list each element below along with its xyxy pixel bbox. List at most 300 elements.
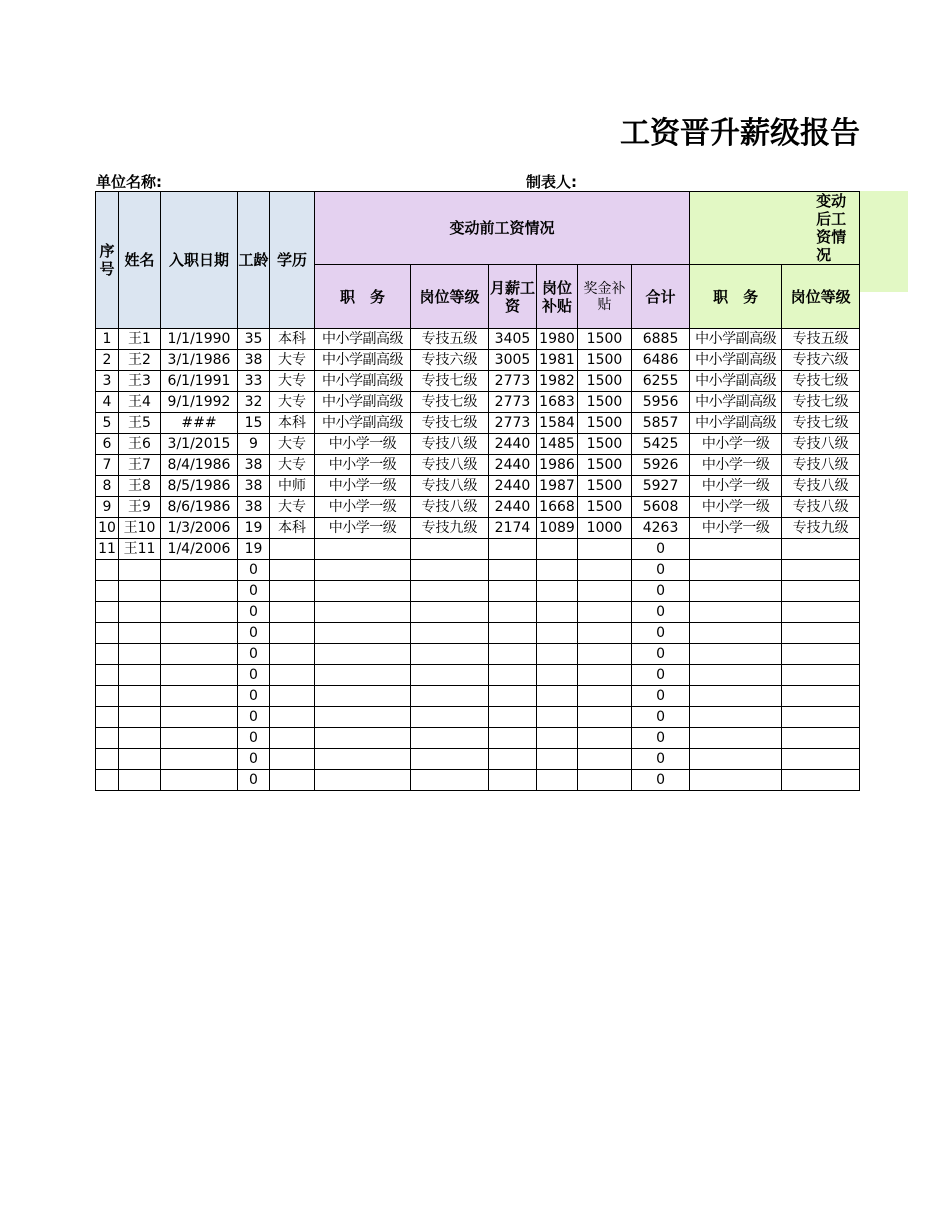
cell-education <box>270 686 315 707</box>
cell-seniority: 0 <box>238 644 270 665</box>
salary-table <box>95 191 859 788</box>
cell-after-position <box>690 539 782 560</box>
cell-seq: 10 <box>96 518 119 539</box>
table-row <box>96 623 860 644</box>
cell-education: 本科 <box>270 413 315 434</box>
cell-monthly-salary: 2440 <box>489 434 537 455</box>
cell-hire-date: 3/1/2015 <box>161 434 238 455</box>
cell-hire-date: 8/4/1986 <box>161 455 238 476</box>
cell-seq: 1 <box>96 329 119 350</box>
cell-hire-date <box>161 665 238 686</box>
table-row <box>96 476 860 497</box>
cell-bonus: 1500 <box>578 497 632 518</box>
cell-after-grade <box>782 539 860 560</box>
cell-grade <box>411 728 489 749</box>
cell-name: 王11 <box>119 539 161 560</box>
cell-seq <box>96 770 119 791</box>
cell-bonus <box>578 707 632 728</box>
cell-grade: 专技八级 <box>411 497 489 518</box>
cell-seniority: 0 <box>238 707 270 728</box>
cell-allowance: 1987 <box>537 476 578 497</box>
cell-after-grade <box>782 602 860 623</box>
cell-monthly-salary: 2440 <box>489 497 537 518</box>
cell-hire-date <box>161 770 238 791</box>
cell-education: 本科 <box>270 518 315 539</box>
cell-hire-date <box>161 749 238 770</box>
cell-after-position <box>690 623 782 644</box>
cell-name <box>119 770 161 791</box>
cell-seniority: 35 <box>238 329 270 350</box>
cell-seniority: 33 <box>238 371 270 392</box>
cell-seniority: 0 <box>238 623 270 644</box>
cell-grade: 专技九级 <box>411 518 489 539</box>
header-name: 姓名 <box>119 192 161 329</box>
cell-after-position: 中小学一级 <box>690 434 782 455</box>
cell-grade: 专技六级 <box>411 350 489 371</box>
cell-after-position: 中小学副高级 <box>690 350 782 371</box>
cell-grade: 专技七级 <box>411 371 489 392</box>
cell-after-grade: 专技七级 <box>782 371 860 392</box>
cell-seq: 9 <box>96 497 119 518</box>
cell-name <box>119 623 161 644</box>
cell-monthly-salary <box>489 707 537 728</box>
cell-position: 中小学一级 <box>315 434 411 455</box>
cell-after-grade <box>782 623 860 644</box>
cell-allowance: 1584 <box>537 413 578 434</box>
cell-allowance <box>537 539 578 560</box>
table-row <box>96 518 860 539</box>
header-seniority: 工龄 <box>238 192 270 329</box>
cell-seniority: 15 <box>238 413 270 434</box>
report-title: 工资晋升薪级报告 <box>620 116 860 151</box>
cell-education: 中师 <box>270 476 315 497</box>
cell-monthly-salary: 2440 <box>489 455 537 476</box>
cell-hire-date <box>161 581 238 602</box>
cell-total: 0 <box>632 581 690 602</box>
cell-education <box>270 749 315 770</box>
cell-allowance <box>537 686 578 707</box>
cell-monthly-salary <box>489 728 537 749</box>
cell-name: 王4 <box>119 392 161 413</box>
cell-after-position <box>690 749 782 770</box>
cell-bonus: 1500 <box>578 350 632 371</box>
cell-grade <box>411 602 489 623</box>
table-row <box>96 392 860 413</box>
cell-grade <box>411 665 489 686</box>
cell-seq <box>96 581 119 602</box>
cell-seq <box>96 728 119 749</box>
cell-position <box>315 770 411 791</box>
cell-education <box>270 623 315 644</box>
cell-education: 大专 <box>270 371 315 392</box>
cell-bonus: 1500 <box>578 434 632 455</box>
cell-bonus <box>578 560 632 581</box>
cell-position: 中小学一级 <box>315 476 411 497</box>
header-seq: 序号 <box>96 192 119 329</box>
cell-monthly-salary: 3005 <box>489 350 537 371</box>
cell-allowance <box>537 560 578 581</box>
cell-hire-date <box>161 728 238 749</box>
cell-hire-date: 6/1/1991 <box>161 371 238 392</box>
cell-total: 0 <box>632 665 690 686</box>
cell-total: 5926 <box>632 455 690 476</box>
cell-grade <box>411 539 489 560</box>
cell-hire-date <box>161 644 238 665</box>
cell-after-position: 中小学一级 <box>690 455 782 476</box>
cell-name <box>119 707 161 728</box>
cell-hire-date: 8/6/1986 <box>161 497 238 518</box>
cell-education: 本科 <box>270 329 315 350</box>
cell-name <box>119 560 161 581</box>
cell-bonus <box>578 686 632 707</box>
cell-seniority: 0 <box>238 560 270 581</box>
cell-allowance: 1668 <box>537 497 578 518</box>
cell-position: 中小学副高级 <box>315 371 411 392</box>
cell-after-grade: 专技七级 <box>782 392 860 413</box>
cell-name: 王9 <box>119 497 161 518</box>
cell-after-grade <box>782 665 860 686</box>
cell-after-grade: 专技六级 <box>782 350 860 371</box>
cell-after-position: 中小学副高级 <box>690 392 782 413</box>
table-row <box>96 560 860 581</box>
cell-seq <box>96 749 119 770</box>
cell-position <box>315 623 411 644</box>
cell-monthly-salary <box>489 665 537 686</box>
cell-seniority: 0 <box>238 728 270 749</box>
cell-position: 中小学一级 <box>315 518 411 539</box>
cell-education <box>270 728 315 749</box>
cell-seq <box>96 686 119 707</box>
table-row <box>96 665 860 686</box>
cell-grade: 专技八级 <box>411 455 489 476</box>
cell-education <box>270 770 315 791</box>
cell-education: 大专 <box>270 392 315 413</box>
cell-bonus <box>578 644 632 665</box>
table-row <box>96 434 860 455</box>
cell-education <box>270 602 315 623</box>
cell-total: 0 <box>632 623 690 644</box>
cell-seq <box>96 623 119 644</box>
cell-after-position <box>690 602 782 623</box>
cell-seq: 3 <box>96 371 119 392</box>
cell-hire-date: 8/5/1986 <box>161 476 238 497</box>
cell-hire-date: 1/4/2006 <box>161 539 238 560</box>
cell-education: 大专 <box>270 497 315 518</box>
cell-after-position: 中小学一级 <box>690 476 782 497</box>
header-before-group: 变动前工资情况 <box>315 192 690 265</box>
cell-bonus <box>578 665 632 686</box>
cell-education <box>270 560 315 581</box>
cell-after-position <box>690 665 782 686</box>
cell-allowance: 1981 <box>537 350 578 371</box>
cell-seq <box>96 602 119 623</box>
cell-name <box>119 728 161 749</box>
cell-monthly-salary: 2773 <box>489 371 537 392</box>
unit-name-label: 单位名称: <box>96 173 162 191</box>
cell-after-grade <box>782 581 860 602</box>
cell-allowance <box>537 623 578 644</box>
cell-hire-date: 9/1/1992 <box>161 392 238 413</box>
cell-seniority: 38 <box>238 350 270 371</box>
cell-name <box>119 581 161 602</box>
cell-total: 4263 <box>632 518 690 539</box>
header-total: 合计 <box>632 265 690 329</box>
header-after-position: 职 务 <box>690 265 782 329</box>
cell-bonus <box>578 749 632 770</box>
cell-position <box>315 539 411 560</box>
cell-position <box>315 707 411 728</box>
cell-monthly-salary <box>489 770 537 791</box>
cell-total: 5608 <box>632 497 690 518</box>
cell-monthly-salary: 2174 <box>489 518 537 539</box>
cell-monthly-salary <box>489 686 537 707</box>
cell-total: 6885 <box>632 329 690 350</box>
cell-education: 大专 <box>270 434 315 455</box>
cell-after-position: 中小学副高级 <box>690 329 782 350</box>
cell-total: 0 <box>632 728 690 749</box>
cell-allowance: 1982 <box>537 371 578 392</box>
cell-monthly-salary: 2773 <box>489 413 537 434</box>
header-hire-date: 入职日期 <box>161 192 238 329</box>
cell-bonus: 1500 <box>578 455 632 476</box>
cell-seniority: 19 <box>238 518 270 539</box>
cell-allowance <box>537 770 578 791</box>
cell-total: 0 <box>632 539 690 560</box>
cell-total: 6255 <box>632 371 690 392</box>
cell-position: 中小学副高级 <box>315 350 411 371</box>
cell-monthly-salary <box>489 644 537 665</box>
cell-allowance: 1980 <box>537 329 578 350</box>
cell-grade: 专技五级 <box>411 329 489 350</box>
cell-monthly-salary <box>489 623 537 644</box>
cell-bonus: 1500 <box>578 371 632 392</box>
cell-grade <box>411 686 489 707</box>
cell-seniority: 0 <box>238 749 270 770</box>
cell-total: 6486 <box>632 350 690 371</box>
cell-total: 5857 <box>632 413 690 434</box>
cell-position: 中小学副高级 <box>315 413 411 434</box>
cell-position <box>315 644 411 665</box>
cell-allowance: 1986 <box>537 455 578 476</box>
cell-education: 大专 <box>270 350 315 371</box>
cell-total: 5956 <box>632 392 690 413</box>
cell-hire-date: 1/1/1990 <box>161 329 238 350</box>
cell-after-grade <box>782 686 860 707</box>
cell-bonus <box>578 770 632 791</box>
cell-name: 王8 <box>119 476 161 497</box>
cell-seq <box>96 644 119 665</box>
cell-bonus: 1000 <box>578 518 632 539</box>
cell-after-position <box>690 644 782 665</box>
cell-seq: 11 <box>96 539 119 560</box>
table-row <box>96 371 860 392</box>
cell-total: 0 <box>632 770 690 791</box>
cell-total: 0 <box>632 602 690 623</box>
cell-bonus <box>578 581 632 602</box>
cell-monthly-salary: 2440 <box>489 476 537 497</box>
table-row <box>96 497 860 518</box>
cell-position <box>315 749 411 770</box>
cell-grade <box>411 581 489 602</box>
table-row <box>96 581 860 602</box>
cell-position <box>315 686 411 707</box>
cell-after-position <box>690 707 782 728</box>
maker-label: 制表人: <box>526 173 577 191</box>
cell-education <box>270 581 315 602</box>
cell-hire-date <box>161 602 238 623</box>
table-row <box>96 728 860 749</box>
table-row <box>96 413 860 434</box>
cell-hire-date <box>161 707 238 728</box>
cell-bonus <box>578 539 632 560</box>
cell-seniority: 0 <box>238 686 270 707</box>
cell-after-grade: 专技九级 <box>782 518 860 539</box>
table-row <box>96 770 860 791</box>
cell-grade: 专技八级 <box>411 476 489 497</box>
cell-allowance <box>537 749 578 770</box>
table-row <box>96 539 860 560</box>
cell-seq: 4 <box>96 392 119 413</box>
cell-bonus: 1500 <box>578 413 632 434</box>
cell-seniority: 38 <box>238 476 270 497</box>
cell-seniority: 19 <box>238 539 270 560</box>
cell-seniority: 0 <box>238 770 270 791</box>
cell-education <box>270 707 315 728</box>
cell-name <box>119 602 161 623</box>
cell-seniority: 38 <box>238 497 270 518</box>
cell-name: 王3 <box>119 371 161 392</box>
cell-allowance: 1485 <box>537 434 578 455</box>
cell-seq: 2 <box>96 350 119 371</box>
cell-position <box>315 581 411 602</box>
cell-bonus: 1500 <box>578 392 632 413</box>
cell-name <box>119 749 161 770</box>
cell-grade <box>411 560 489 581</box>
cell-after-grade: 专技八级 <box>782 476 860 497</box>
cell-name <box>119 686 161 707</box>
header-row-group <box>96 192 860 265</box>
cell-monthly-salary: 2773 <box>489 392 537 413</box>
cell-position <box>315 602 411 623</box>
table-row <box>96 749 860 770</box>
cell-seniority: 9 <box>238 434 270 455</box>
cell-position: 中小学副高级 <box>315 392 411 413</box>
cell-after-grade <box>782 728 860 749</box>
table-row <box>96 455 860 476</box>
header-after-group: 变动后工资情况 <box>690 192 860 265</box>
cell-seniority: 32 <box>238 392 270 413</box>
cell-seniority: 0 <box>238 581 270 602</box>
cell-seq <box>96 707 119 728</box>
cell-grade <box>411 770 489 791</box>
header-bonus: 奖金补贴 <box>578 265 632 329</box>
header-monthly-salary: 月薪工资 <box>489 265 537 329</box>
cell-after-grade: 专技七级 <box>782 413 860 434</box>
cell-education: 大专 <box>270 455 315 476</box>
cell-after-grade: 专技八级 <box>782 497 860 518</box>
cell-grade <box>411 644 489 665</box>
cell-total: 0 <box>632 560 690 581</box>
cell-total: 0 <box>632 707 690 728</box>
cell-after-grade <box>782 749 860 770</box>
cell-bonus <box>578 728 632 749</box>
header-position: 职 务 <box>315 265 411 329</box>
cell-bonus: 1500 <box>578 476 632 497</box>
cell-monthly-salary <box>489 602 537 623</box>
cell-name: 王10 <box>119 518 161 539</box>
cell-bonus: 1500 <box>578 329 632 350</box>
table-row <box>96 602 860 623</box>
cell-monthly-salary <box>489 581 537 602</box>
cell-name <box>119 665 161 686</box>
cell-allowance <box>537 728 578 749</box>
cell-monthly-salary: 3405 <box>489 329 537 350</box>
cell-after-position <box>690 581 782 602</box>
cell-monthly-salary <box>489 749 537 770</box>
cell-grade <box>411 623 489 644</box>
cell-after-position: 中小学一级 <box>690 518 782 539</box>
cell-hire-date: 1/3/2006 <box>161 518 238 539</box>
cell-seq: 8 <box>96 476 119 497</box>
cell-grade <box>411 749 489 770</box>
cell-allowance <box>537 665 578 686</box>
cell-position: 中小学一级 <box>315 497 411 518</box>
cell-name: 王6 <box>119 434 161 455</box>
cell-grade <box>411 707 489 728</box>
cell-hire-date <box>161 623 238 644</box>
cell-seniority: 0 <box>238 602 270 623</box>
cell-position: 中小学副高级 <box>315 329 411 350</box>
cell-grade: 专技八级 <box>411 434 489 455</box>
cell-total: 5425 <box>632 434 690 455</box>
cell-after-position: 中小学副高级 <box>690 413 782 434</box>
cell-name <box>119 644 161 665</box>
table-row <box>96 329 860 350</box>
cell-allowance: 1089 <box>537 518 578 539</box>
header-grade: 岗位等级 <box>411 265 489 329</box>
cell-hire-date <box>161 686 238 707</box>
cell-position <box>315 560 411 581</box>
header-allowance: 岗位补贴 <box>537 265 578 329</box>
table-row <box>96 686 860 707</box>
cell-allowance: 1683 <box>537 392 578 413</box>
cell-seq <box>96 665 119 686</box>
cell-total: 0 <box>632 749 690 770</box>
cell-after-grade: 专技八级 <box>782 455 860 476</box>
cell-after-grade: 专技八级 <box>782 434 860 455</box>
cell-after-position <box>690 686 782 707</box>
cell-allowance <box>537 644 578 665</box>
cell-allowance <box>537 602 578 623</box>
cell-total: 0 <box>632 686 690 707</box>
cell-total: 0 <box>632 644 690 665</box>
cell-seniority: 0 <box>238 665 270 686</box>
cell-after-position: 中小学副高级 <box>690 371 782 392</box>
table-row <box>96 350 860 371</box>
table-row <box>96 644 860 665</box>
cell-name: 王2 <box>119 350 161 371</box>
cell-education <box>270 665 315 686</box>
cell-name: 王1 <box>119 329 161 350</box>
cell-seq: 6 <box>96 434 119 455</box>
cell-allowance <box>537 581 578 602</box>
cell-name: 王7 <box>119 455 161 476</box>
cell-bonus <box>578 602 632 623</box>
cell-after-position <box>690 728 782 749</box>
cell-allowance <box>537 707 578 728</box>
cell-hire-date: ### <box>161 413 238 434</box>
cell-seq <box>96 560 119 581</box>
